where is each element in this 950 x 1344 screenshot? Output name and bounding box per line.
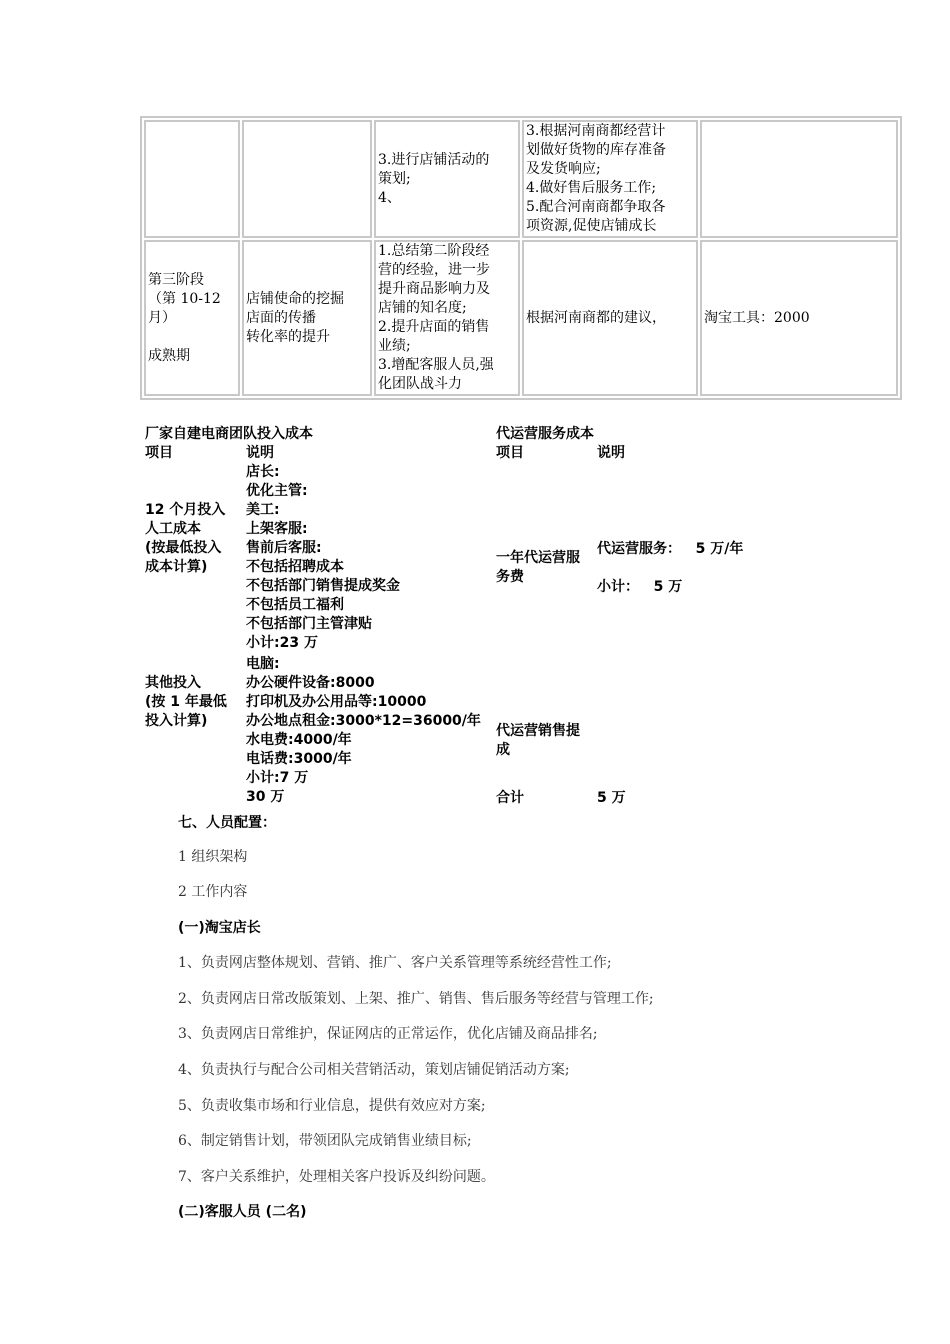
budget-cell — [700, 120, 898, 238]
text-line: 淘宝工具：2000 — [704, 309, 810, 326]
text-line: 不包括部门销售提成奖金 — [246, 578, 400, 594]
stage-cell — [144, 120, 240, 238]
agency-title: 代运营服务成本 — [496, 426, 594, 442]
duty-item: 1、负责网店整体规划、营销、推广、客户关系管理等系统经营性工作; — [178, 955, 612, 971]
text-line: 不包括员工福利 — [246, 597, 344, 613]
org-structure-item: 1 组织架构 — [178, 849, 248, 865]
customer-service-heading: (二)客服人员 (二名) — [178, 1204, 307, 1220]
text-line: 3.根据河南商都经营计 — [526, 123, 666, 139]
duty-item: 3、负责网店日常维护，保证网店的正常运作，优化店铺及商品排名; — [178, 1026, 598, 1042]
text-line: 店面的传播 — [246, 309, 316, 326]
self-built-col-item: 项目 — [145, 445, 173, 461]
partner-cell — [522, 240, 698, 396]
labor-cost-desc — [246, 463, 400, 653]
staffing-heading: 七、人员配置： — [178, 815, 276, 831]
text-line: 美工: — [246, 502, 280, 518]
agency-fee-subtotal: 小计： 5 万 — [597, 579, 683, 595]
text-line: 项资源,促使店铺成长 — [526, 218, 657, 234]
stage-cell — [144, 240, 240, 396]
text-line: 4.做好售后服务工作; — [526, 180, 657, 196]
text-line: 水电费:4000/年 — [246, 732, 352, 748]
text-line: 营的经验，进一步 — [378, 262, 490, 278]
stage-plan-table — [140, 116, 902, 400]
text-line: 电话费:3000/年 — [246, 751, 352, 767]
text-line: 店长: — [246, 464, 280, 480]
text-line: 其他投入 — [145, 675, 201, 691]
text-line: 打印机及办公用品等:10000 — [246, 694, 427, 710]
text-line: 上架客服: — [246, 521, 308, 537]
text-line: 3.增配客服人员,强 — [378, 357, 494, 373]
text-line: (按 1 年最低 — [145, 694, 227, 710]
mission-cell — [242, 240, 372, 396]
text-line: 划做好货物的库存准备 — [526, 142, 666, 158]
agency-fee-label — [496, 549, 580, 587]
text-line: 成 — [496, 742, 510, 758]
tasks-cell — [374, 120, 520, 238]
agency-col-item: 项目 — [496, 445, 524, 461]
text-line: 提升商品影响力及 — [378, 281, 490, 297]
text-line: 12 个月投入 — [145, 502, 226, 518]
agency-col-desc: 说明 — [597, 445, 625, 461]
text-line: 不包括部门主管津贴 — [246, 616, 372, 632]
self-built-col-desc: 说明 — [246, 445, 274, 461]
text-line: 2.提升店面的销售 — [378, 319, 490, 335]
table-row — [144, 120, 898, 238]
text-line: 根据河南商都的建议， — [526, 309, 666, 326]
text-line: 第三阶段 — [148, 271, 204, 288]
budget-cell — [700, 240, 898, 396]
labor-cost-label — [145, 501, 225, 577]
manager-heading: (一)淘宝店长 — [178, 920, 261, 936]
text-line: 一年代运营服 — [496, 550, 580, 566]
duty-item: 6、制定销售计划，带领团队完成销售业绩目标; — [178, 1133, 472, 1149]
text-line: 务费 — [496, 569, 524, 585]
table-row — [144, 240, 898, 396]
text-line: 月） — [148, 309, 176, 326]
text-line: 人工成本 — [145, 521, 201, 537]
text-line: 成熟期 — [148, 347, 190, 364]
text-line: 电脑: — [246, 656, 280, 672]
text-line: 小计:23 万 — [246, 635, 318, 651]
other-cost-desc — [246, 655, 481, 807]
text-line: 化团队战斗力 — [378, 376, 462, 392]
text-line: 5.配合河南商都争取各 — [526, 199, 666, 215]
text-line: 优化主管: — [246, 483, 308, 499]
partner-cell — [522, 120, 698, 238]
text-line: 业绩; — [378, 338, 411, 354]
text-line: 投入计算) — [145, 713, 208, 729]
text-line: 1.总结第二阶段经 — [378, 243, 490, 259]
agency-total-label: 合计 — [496, 790, 524, 806]
other-cost-label — [145, 674, 227, 731]
tasks-cell — [374, 240, 520, 396]
duty-item: 4、负责执行与配合公司相关营销活动，策划店铺促销活动方案; — [178, 1062, 570, 1078]
text-line: 小计:7 万 — [246, 770, 309, 786]
text-line: （第 10-12 — [148, 290, 221, 307]
text-line: 店铺使命的挖掘 — [246, 290, 344, 307]
text-line: 成本计算) — [145, 559, 208, 575]
text-line: 4、 — [378, 189, 401, 206]
text-line: 办公硬件设备:8000 — [246, 675, 375, 691]
self-built-title: 厂家自建电商团队投入成本 — [145, 426, 313, 442]
agency-commission-label — [496, 722, 580, 760]
text-line: 转化率的提升 — [246, 328, 330, 345]
text-line: 30 万 — [246, 789, 285, 805]
text-line: 3.进行店铺活动的 — [378, 151, 490, 168]
text-line: 店铺的知名度; — [378, 300, 467, 316]
text-line — [148, 328, 236, 347]
duty-item: 7、客户关系维护，处理相关客户投诉及纠纷问题。 — [178, 1169, 495, 1185]
text-line: 不包括招聘成本 — [246, 559, 344, 575]
text-line: 代运营销售提 — [496, 723, 580, 739]
text-line: (按最低投入 — [145, 540, 222, 556]
agency-fee-desc: 代运营服务： 5 万/年 — [597, 541, 744, 557]
agency-total-value: 5 万 — [597, 790, 626, 806]
text-line: 办公地点租金:3000*12=36000/年 — [246, 713, 481, 729]
text-line: 策划; — [378, 170, 411, 187]
duty-item: 2、负责网店日常改版策划、上架、推广、销售、售后服务等经营与管理工作; — [178, 991, 654, 1007]
text-line: 及发货响应; — [526, 161, 601, 177]
mission-cell — [242, 120, 372, 238]
text-line: 售前后客服: — [246, 540, 322, 556]
work-content-item: 2 工作内容 — [178, 884, 248, 900]
duty-item: 5、负责收集市场和行业信息，提供有效应对方案; — [178, 1098, 486, 1114]
